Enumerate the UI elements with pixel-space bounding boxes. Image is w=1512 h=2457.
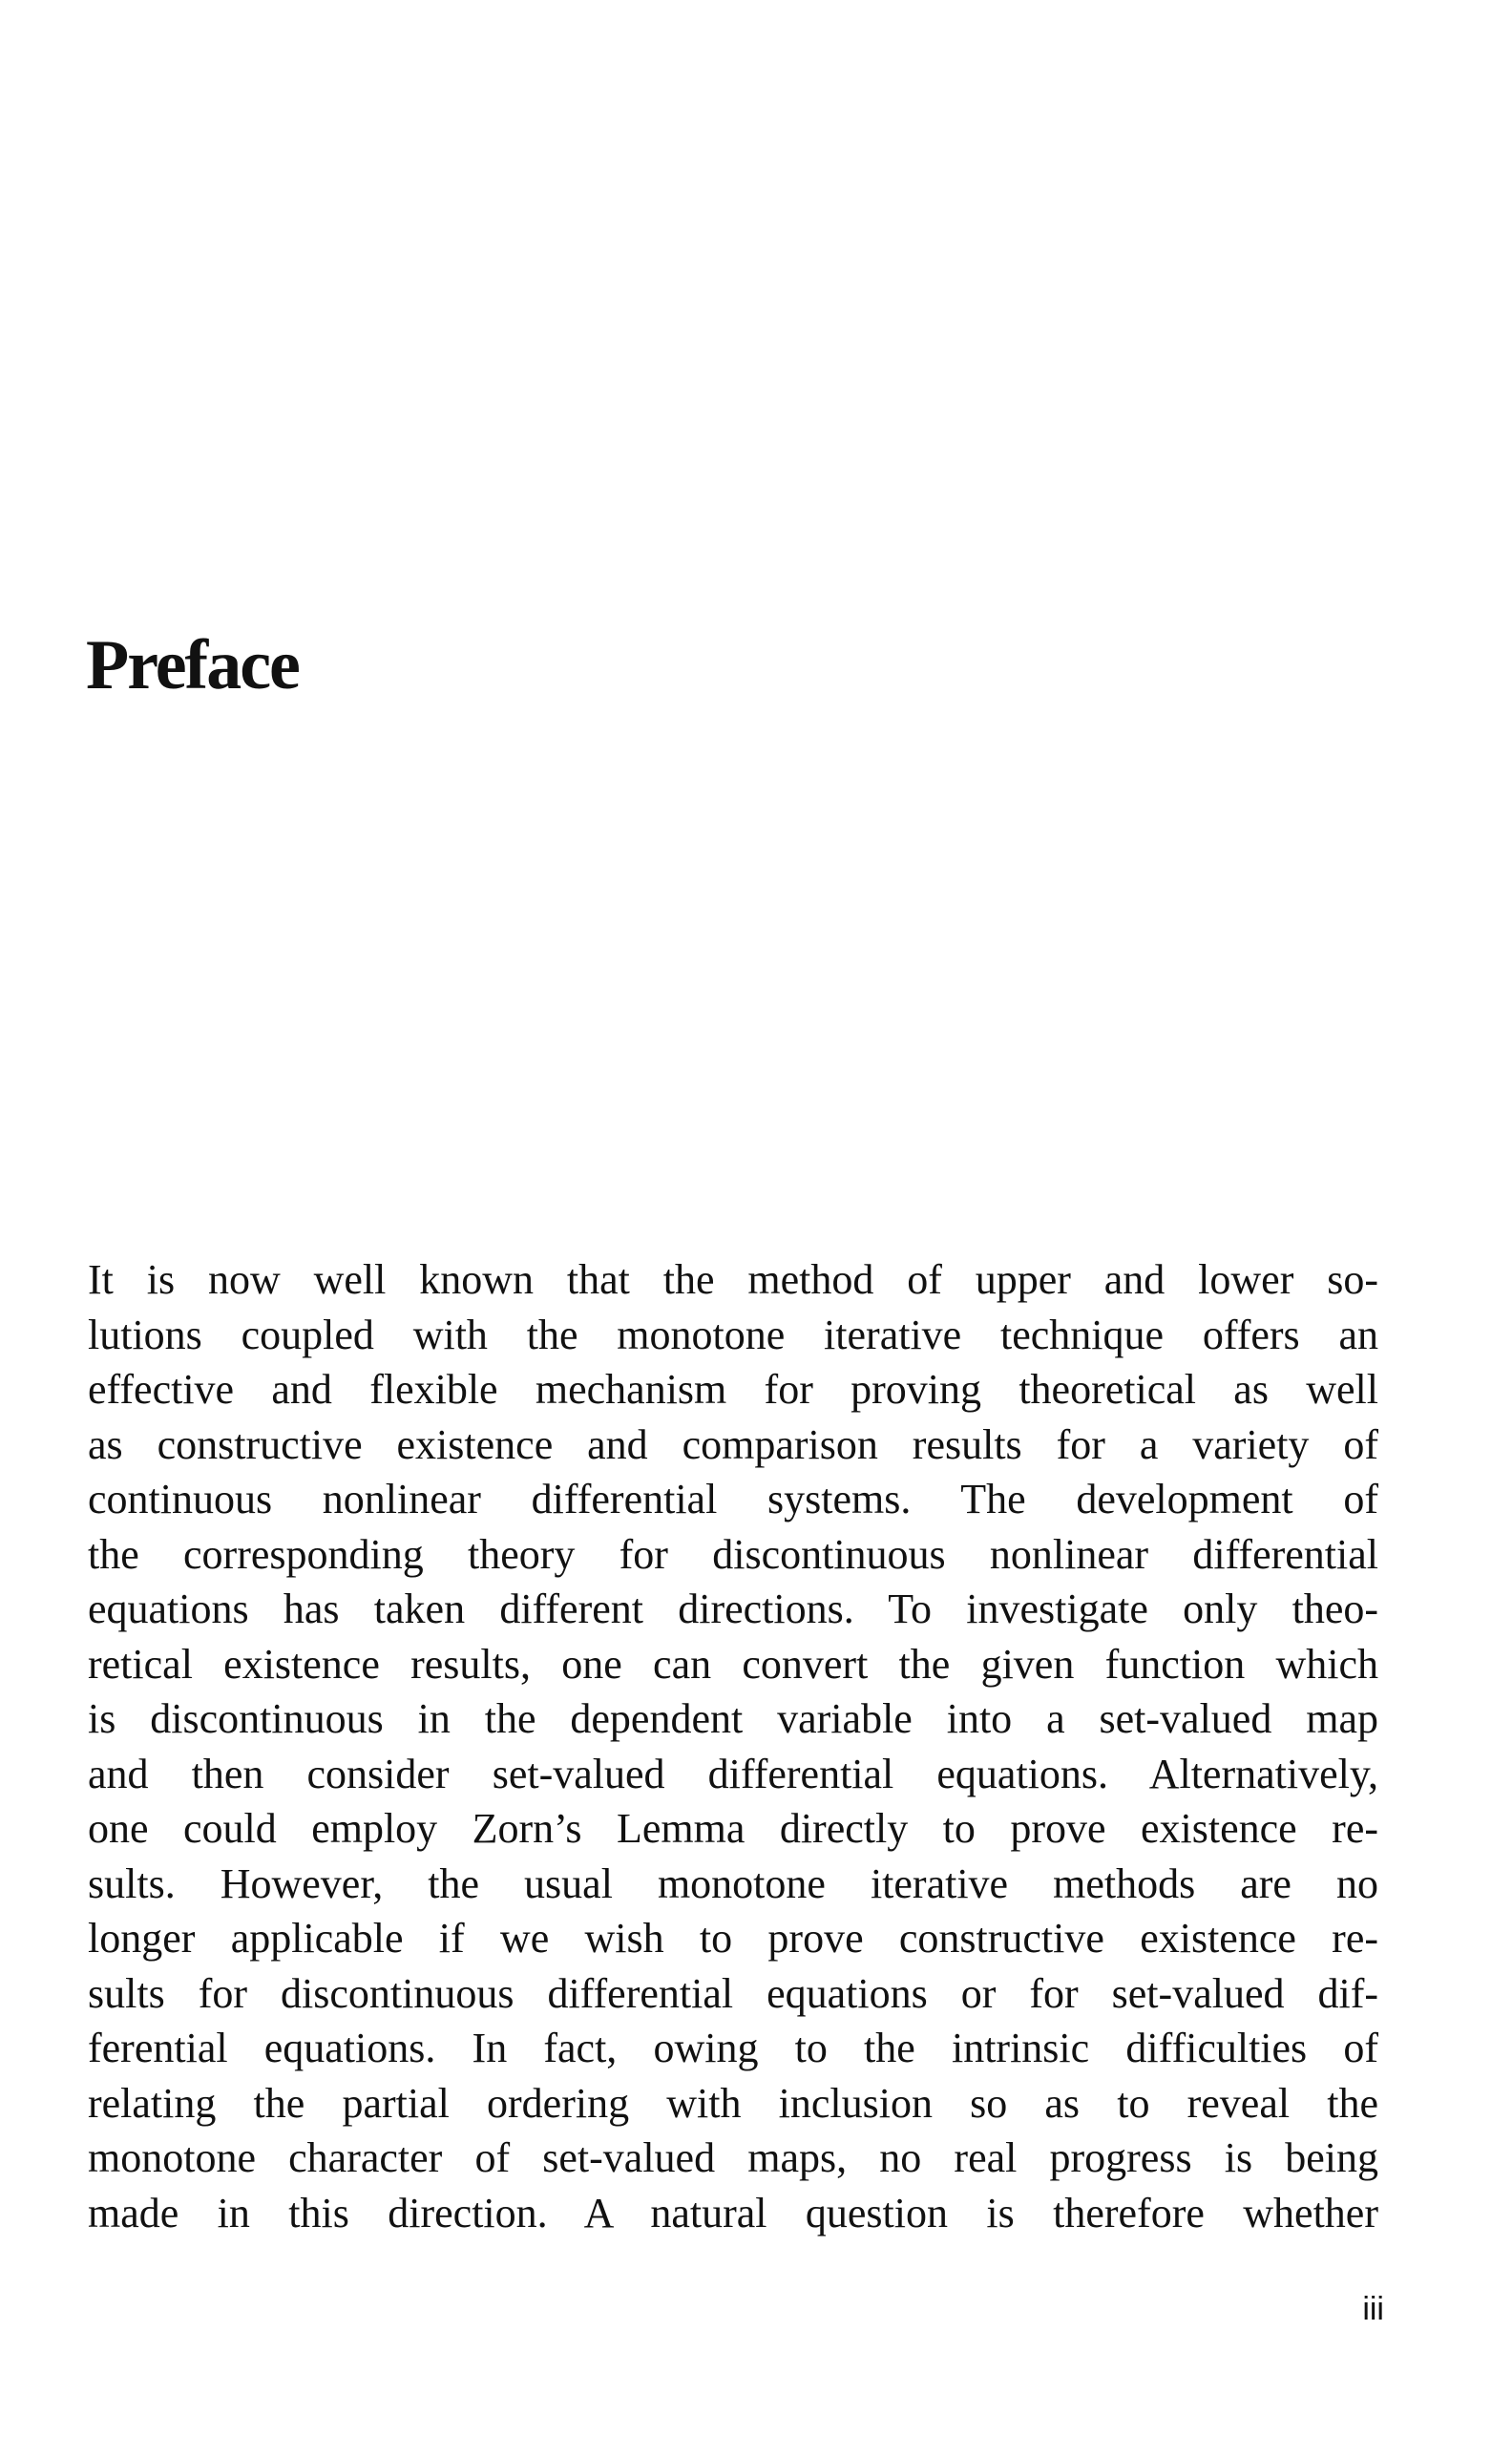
text-line: is discontinuous in the dependent variable into a set-valued map xyxy=(88,1695,1378,1742)
text-line: longer applicable if we wish to prove constructive existence re- xyxy=(88,1915,1378,1962)
text-line: sults for discontinuous differential equations or for set-valued dif- xyxy=(88,1969,1378,2017)
text-line: monotone character of set-valued maps, no real progress is being xyxy=(88,2134,1378,2181)
page-title: Preface xyxy=(86,626,299,704)
text-line: effective and flexible mechanism for proving theoretical as well xyxy=(88,1366,1378,1413)
text-line: made in this direction. A natural question is therefore whether xyxy=(88,2189,1378,2236)
text-line: the corresponding theory for discontinuous nonlinear differential xyxy=(88,1530,1378,1578)
text-line: retical existence results, one can convert the given function which xyxy=(88,1640,1378,1688)
text-line: equations has taken different directions. To investigate only theo- xyxy=(88,1586,1378,1632)
text-line: ferential equations. In fact, owing to the intrinsic difficulties of xyxy=(88,2025,1378,2071)
text-line: lutions coupled with the monotone iterative technique offers an xyxy=(88,1311,1378,1358)
page-number: iii xyxy=(1362,2291,1384,2327)
text-line: as constructive existence and comparison results for a variety of xyxy=(88,1420,1378,1468)
text-line: continuous nonlinear differential systems. The development of xyxy=(88,1476,1378,1522)
text-line: sults. However, the usual monotone iterative methods are no xyxy=(88,1859,1378,1907)
text-line: relating the partial ordering with inclusion so as to reveal the xyxy=(88,2079,1378,2127)
text-line: and then consider set-valued differential equations. Alternatively, xyxy=(88,1750,1378,1797)
text-line: one could employ Zorn’s Lemma directly to prove existence re- xyxy=(88,1805,1378,1852)
text-line: It is now well known that the method of upper and lower so- xyxy=(88,1256,1378,1303)
body-paragraph xyxy=(88,1252,1378,2240)
